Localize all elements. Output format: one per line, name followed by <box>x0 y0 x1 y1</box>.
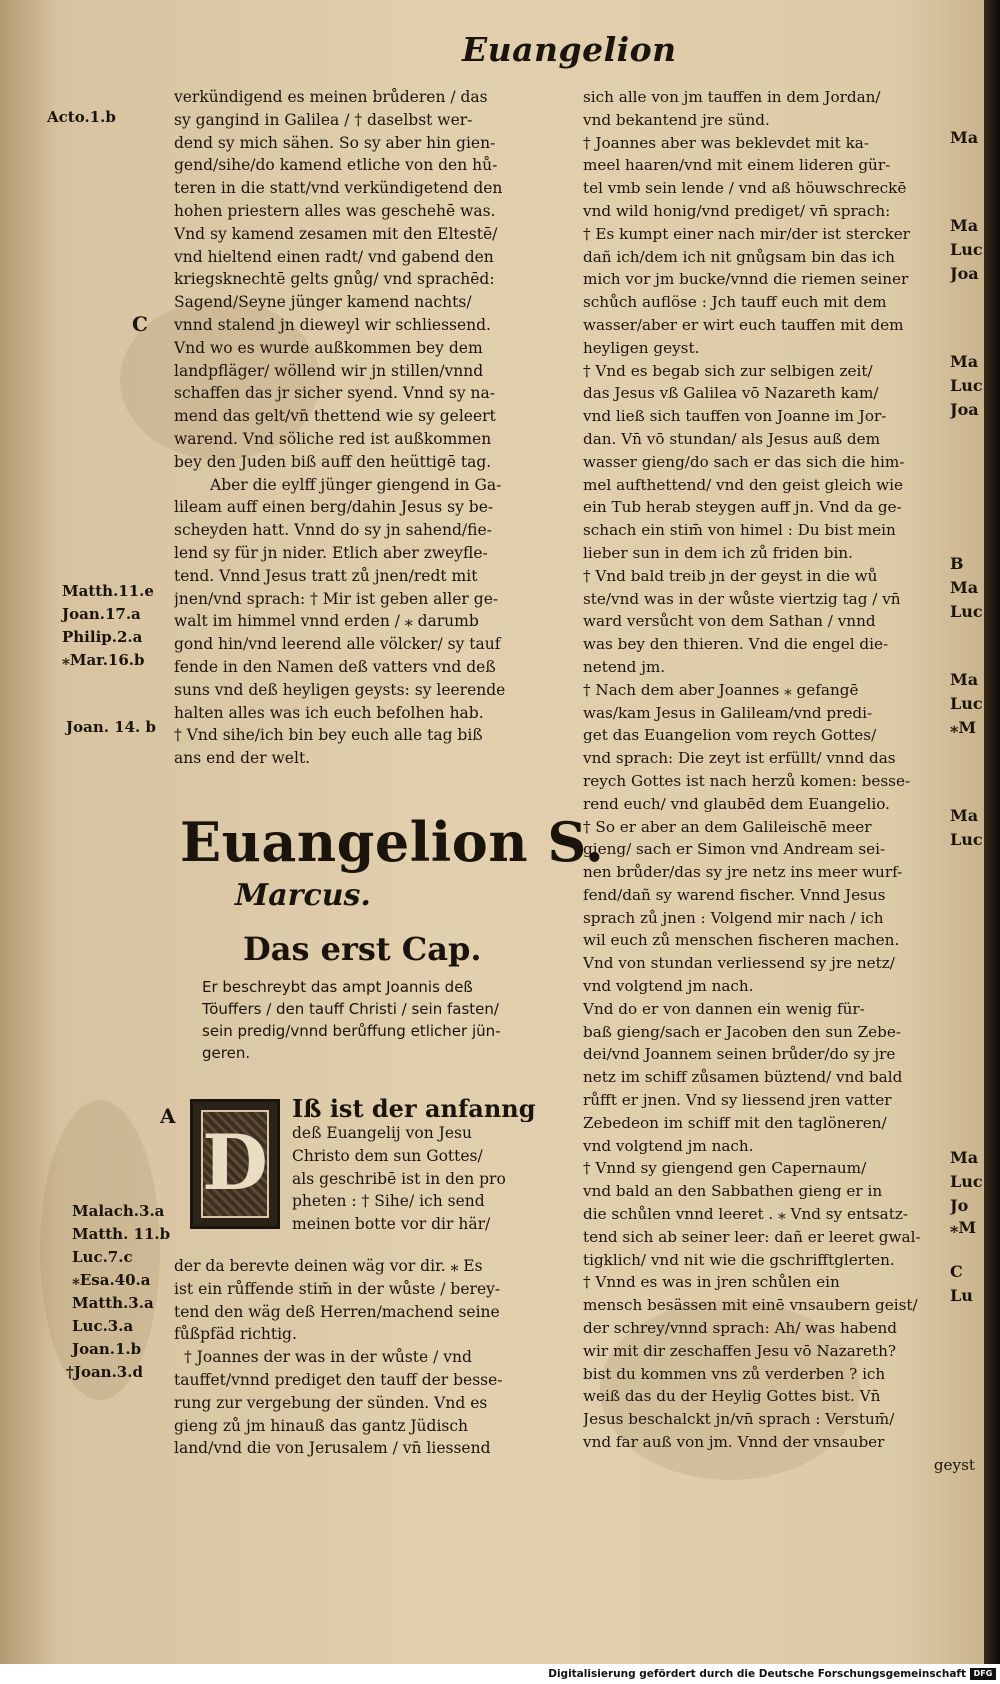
text-line: tend den wäg deß Herren/machend seine <box>174 1302 500 1321</box>
text-line: rend euch/ vnd glaubēd dem Euangelio. <box>583 794 890 813</box>
summary-line: geren. <box>202 1044 251 1062</box>
text-line: wir mit dir zeschaffen Jesu vō Nazareth? <box>583 1341 897 1360</box>
margin-note: ⁎Mar.16.b <box>62 651 145 669</box>
right-column <box>583 86 975 1477</box>
summary-line: Töuffers / den tauff Christi / sein fasten/ <box>202 1000 499 1018</box>
margin-note: Luc.3.a <box>72 1317 134 1335</box>
margin-note: Matth. 11.b <box>72 1225 171 1243</box>
text-line: Vnd do er von dannen ein wenig für- <box>583 999 865 1018</box>
text-line: † Es kumpt einer nach mir/der ist stercker <box>583 224 910 243</box>
text-line: fende in den Namen deß vatters vnd deß <box>174 657 496 676</box>
text-line: meinen botte vor dir här/ <box>292 1215 491 1234</box>
edge-note: Ma <box>950 352 979 371</box>
text-line: vnd far auß von jm. Vnnd der vnsauber <box>583 1433 885 1452</box>
text-line: Vnd sy kamend zesamen mit den Eltestē/ <box>174 224 498 243</box>
margin-note: Malach.3.a <box>72 1202 165 1220</box>
margin-note: ⁎Esa.40.a <box>72 1271 151 1289</box>
text-line: sprach zů jnen : Volgend mir nach / ich <box>583 908 884 927</box>
margin-note: Joan.1.b <box>72 1340 142 1358</box>
text-line: deß Euangelij von Jesu <box>292 1124 472 1142</box>
text-line: ste/vnd was in der wůste viertzig tag / vn̄ <box>583 589 901 608</box>
edge-note: Luc <box>950 602 983 621</box>
margin-note: Matth.11.e <box>62 582 154 600</box>
edge-note: Luc <box>950 694 983 713</box>
text-line: sich alle von jm tauffen in dem Jordan/ <box>583 88 881 106</box>
section-letter: C <box>132 312 148 336</box>
edge-note: ⁎M <box>950 718 977 737</box>
page-edge-shadow <box>984 0 1000 1664</box>
edge-note: Joa <box>950 400 979 419</box>
text-line: halten alles was ich euch befolhen hab. <box>174 703 484 722</box>
text-line: tigklich/ vnd nit wie die gschrifftglerten. <box>583 1250 895 1269</box>
text-line: mend das gelt/vn̄ thettend wie sy geleert <box>174 407 496 426</box>
text-line: dei/vnd Joannem seinen brůder/do sy jre <box>583 1045 896 1064</box>
margin-note: Luc.7.c <box>72 1248 133 1266</box>
text-line: Vnd wo es wurde außkommen bey dem <box>174 338 483 357</box>
text-line: † Vnnd es was in jren schůlen ein <box>583 1273 840 1292</box>
chapter-text <box>174 1255 562 1460</box>
text-line: kriegsknechtē gelts gnůg/ vnd sprachēd: <box>174 270 495 289</box>
text-line: vnd hieltend einen radt/ vnd gabend den <box>174 247 494 266</box>
text-line: mich vor jm bucke/vnnd die riemen seiner <box>583 270 909 289</box>
text-line: ein Tub herab steygen auff jn. Vnd da ge- <box>583 498 902 517</box>
text-line: weiß das du der Heylig Gottes bist. Vn̄ <box>583 1387 881 1406</box>
text-line: schach ein stim̄ von himel : Du bist mein <box>583 521 896 540</box>
text-line: schaffen das jr sicher syend. Vnnd sy na- <box>174 384 495 403</box>
text-line: die schůlen vnnd leeret . ⁎ Vnd sy entsatz- <box>583 1205 908 1224</box>
text-line: vnnd stalend jn dieweyl wir schliessend. <box>174 315 491 334</box>
book-title: Euangelion S. <box>180 810 605 874</box>
margin-note: Matth.3.a <box>72 1294 154 1312</box>
text-line: vnd ließ sich tauffen von Joanne im Jor- <box>583 407 887 426</box>
edge-note: B <box>950 554 964 573</box>
margin-note: Joan.17.a <box>62 605 141 623</box>
text-line: ans end der welt. <box>174 749 311 768</box>
margin-note: Philip.2.a <box>62 628 143 646</box>
text-line: als geschribē ist in den pro <box>292 1169 506 1188</box>
text-line: fend/dañ sy warend fischer. Vnnd Jesus <box>583 885 886 904</box>
edge-note: Ma <box>950 128 979 147</box>
text-line: lieber sun in dem ich zů friden bin. <box>583 543 853 562</box>
text-line: gieng zů jm hinauß das gantz Jüdisch <box>174 1416 469 1435</box>
text-line: geyst <box>933 1455 975 1474</box>
text-line: † Joannes aber was beklevdet mit ka- <box>583 133 869 152</box>
chapter-heading: Das erst Cap. <box>243 930 482 968</box>
margin-note: Joan. 14. b <box>66 718 156 736</box>
text-line: das Jesus vß Galilea vō Nazareth kam/ <box>583 384 879 403</box>
book-subtitle: Marcus. <box>235 878 371 913</box>
text-line: gieng/ sach er Simon vnd Andream sei- <box>583 840 886 859</box>
text-line: verkündigend es meinen brůderen / das <box>174 88 488 106</box>
summary-line: Er beschreybt das ampt Joannis deß <box>202 978 473 996</box>
text-line: Sagend/Seyne jünger kamend nachts/ <box>174 293 472 312</box>
text-line: tel vmb sein lende / vnd aß höuwschreckē <box>583 179 907 198</box>
dfg-logo: DFG <box>970 1668 996 1680</box>
text-line: Jesus beschalckt jn/vn̄ sprach : Verstum̄/ <box>583 1410 895 1429</box>
edge-note: Ma <box>950 806 979 825</box>
text-line: Zebedeon im schiff mit den taglöneren/ <box>583 1113 887 1132</box>
text-line: mel aufthettend/ vnd den geist gleich wie <box>583 475 903 494</box>
text-line: landpfläger/ wöllend wir jn stillen/vnnd <box>174 361 484 380</box>
text-line: bist du kommen vns zů verderben ? ich <box>583 1364 886 1383</box>
text-line: pheten : † Sihe/ ich send <box>292 1192 485 1211</box>
margin-note: Acto.1.b <box>47 108 116 126</box>
text-line: land/vnd die von Jerusalem / vn̄ liessend <box>174 1439 491 1458</box>
edge-note: Ma <box>950 216 979 235</box>
text-line: suns vnd deß heyligen geysts: sy leerende <box>174 680 506 699</box>
text-line: ward versůcht von dem Sathan / vnnd <box>583 612 876 631</box>
text-line: vnd sprach: Die zeyt ist erfüllt/ vnnd das <box>583 749 896 768</box>
text-line: mensch besässen mit einē vnsaubern geist/ <box>583 1296 918 1315</box>
text-line: ist ein růffende stim̄ in der wůste / berey- <box>174 1279 501 1298</box>
text-line: reych Gottes ist nach herzů komen: besse- <box>583 771 911 790</box>
text-line: vnd bald an den Sabbathen gieng er in <box>583 1182 883 1201</box>
opening-line: Iß ist der anfanng <box>292 1096 536 1122</box>
text-line: dan. Vn̄ vō stundan/ als Jesus auß dem <box>583 429 881 448</box>
text-line: † Nach dem aber Joannes ⁎ gefangē <box>583 680 859 699</box>
text-line: tauffet/vnnd prediget den tauff der besse- <box>174 1370 503 1389</box>
text-line: wasser gieng/do sach er das sich die him- <box>583 452 905 471</box>
edge-note: Lu <box>950 1286 973 1305</box>
text-line: schůch auflöse : Jch tauff euch mit dem <box>583 293 887 312</box>
footer-text: Digitalisierung gefördert durch die Deutsche Forschungsgemeinschaft <box>548 1668 966 1680</box>
text-line: scheyden hatt. Vnnd do sy jn sahend/fie- <box>174 521 492 540</box>
text-line: vnd bekantend jre sünd. <box>583 110 770 129</box>
section-letter: A <box>160 1104 176 1128</box>
text-line: get das Euangelion vom reych Gottes/ <box>583 726 877 745</box>
text-line: netend jm. <box>583 657 666 676</box>
text-line: teren in die statt/vnd verkündigetend den <box>174 179 503 198</box>
text-line: wil euch zů menschen fischeren machen. <box>583 931 900 950</box>
summary-line: sein predig/vnnd berůffung etlicher jün- <box>202 1022 501 1040</box>
text-line: vnd volgtend jm nach. <box>583 1136 754 1155</box>
text-line: fůßpfäd richtig. <box>174 1325 297 1344</box>
text-line: Vnd von stundan verliessend sy jre netz/ <box>583 954 895 973</box>
text-line: wasser/aber er wirt euch tauffen mit dem <box>583 315 904 334</box>
edge-note: Luc <box>950 240 983 259</box>
edge-note: Luc <box>950 830 983 849</box>
edge-note: Jo <box>950 1196 969 1215</box>
edge-note: Ma <box>950 578 979 597</box>
text-line: baß gieng/sach er Jacoben den sun Zebe- <box>583 1022 901 1041</box>
edge-note: Ma <box>950 1148 979 1167</box>
text-line: der schrey/vnnd sprach: Ah/ was habend <box>583 1319 897 1338</box>
edge-note: Joa <box>950 264 979 283</box>
text-line: dañ ich/dem ich nit gnůgsam bin das ich <box>583 247 895 266</box>
edge-note: Luc <box>950 1172 983 1191</box>
text-line: jnen/vnd sprach: † Mir ist geben aller ge- <box>174 589 499 608</box>
text-line: heyligen geyst. <box>583 338 700 357</box>
text-line: tend sich ab seiner leer: dañ er leeret gwal- <box>583 1227 921 1246</box>
text-line: † Joannes der was in der wůste / vnd <box>184 1348 472 1367</box>
initial-letter: D <box>202 1118 268 1207</box>
edge-note: Luc <box>950 376 983 395</box>
decorated-initial <box>190 1099 280 1229</box>
text-line: was bey den thieren. Vnd die engel die- <box>583 635 889 654</box>
edge-note: Ma <box>950 670 979 689</box>
text-line: was/kam Jesus in Galileam/vnd predi- <box>583 703 873 722</box>
text-line: der da berevte deinen wäg vor dir. ⁎ Es <box>174 1257 483 1275</box>
text-line: † Vnd sihe/ich bin bey euch alle tag biß <box>174 726 483 745</box>
text-line: hohen priestern alles was geschehē was. <box>174 201 496 220</box>
text-line: vnd wild honig/vnd prediget/ vn̄ sprach: <box>583 201 891 220</box>
text-line: vnd volgtend jm nach. <box>583 977 754 996</box>
text-line: gond hin/vnd leerend alle völcker/ sy tauf <box>174 635 501 654</box>
text-line: † Vnnd sy giengend gen Capernaum/ <box>583 1159 867 1178</box>
text-line: † Vnd es begab sich zur selbigen zeit/ <box>583 361 873 380</box>
text-line: gend/sihe/do kamend etliche von den hů- <box>174 156 498 175</box>
text-line: nen brůder/das sy jre netz ins meer wurf- <box>583 863 903 882</box>
edge-note: C <box>950 1262 963 1281</box>
chapter-opening <box>292 1096 562 1236</box>
text-line: rung zur vergebung der sünden. Vnd es <box>174 1393 488 1412</box>
text-line: růfft er jnen. Vnd sy liessend jren vatter <box>583 1091 892 1110</box>
running-title: Euangelion <box>462 30 677 69</box>
text-line: walt im himmel vnnd erden / ⁎ darumb <box>174 612 479 631</box>
text-line: † Vnd bald treib jn der geyst in die wů <box>583 566 878 585</box>
text-line: lend sy für jn nider. Etlich aber zweyfle- <box>174 543 488 562</box>
text-line: bey den Juden biß auff den heüttigē tag. <box>174 452 492 471</box>
text-line: meel haaren/vnd mit einem lideren gür- <box>583 156 891 175</box>
text-line: dend sy mich sähen. So sy aber hin gien- <box>174 133 496 152</box>
text-line: sy gangind in Galilea / † daselbst wer- <box>174 110 473 129</box>
text-line: netz im schiff zůsamen büztend/ vnd bald <box>583 1068 903 1087</box>
digitization-footer <box>0 1664 1000 1684</box>
text-line: warend. Vnd söliche red ist außkommen <box>174 429 492 448</box>
text-line: Aber die eylff jünger giengend in Ga- <box>210 475 502 494</box>
text-line: tend. Vnnd Jesus tratt zů jnen/redt mit <box>174 566 478 585</box>
edge-note: ⁎M <box>950 1218 977 1237</box>
margin-note: †Joan.3.d <box>66 1363 143 1381</box>
text-line: lileam auff einen berg/dahin Jesus sy be- <box>174 498 494 517</box>
left-column <box>174 86 562 770</box>
text-line: † So er aber an dem Galileischē meer <box>583 817 872 836</box>
chapter-summary <box>202 976 562 1064</box>
text-line: Christo dem sun Gottes/ <box>292 1146 483 1165</box>
